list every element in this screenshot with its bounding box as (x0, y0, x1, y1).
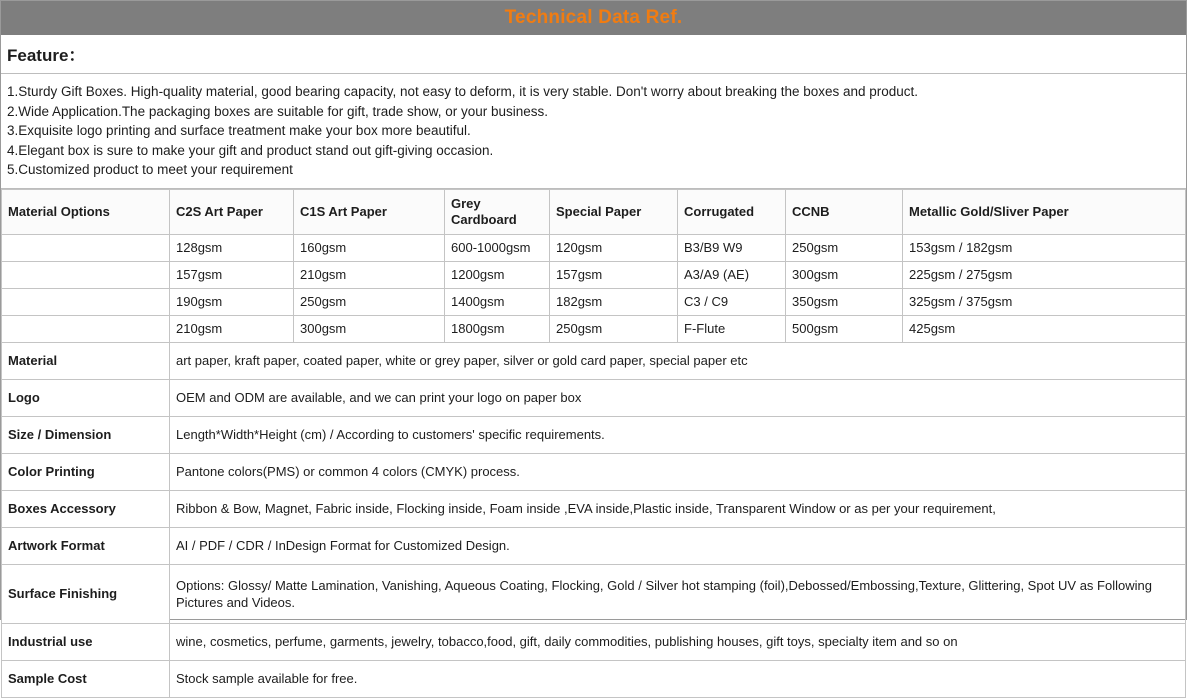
cell: 210gsm (170, 315, 294, 342)
cell: 250gsm (294, 288, 445, 315)
attribute-row-artwork-format (2, 527, 1186, 564)
attribute-row-color-printing (2, 453, 1186, 490)
attribute-row-material (2, 342, 1186, 379)
cell: 600-1000gsm (445, 234, 550, 261)
cell: A3/A9 (AE) (678, 261, 786, 288)
attribute-value: Options: Glossy/ Matte Lamination, Vanishing, Aqueous Coating, Flocking, Gold / Silver hot stamping (foil),Debossed/Embossing,Texture, Glittering, Spot UV as Following Pictures and Videos. (170, 564, 1186, 623)
column-header: C2S Art Paper (170, 189, 294, 234)
cell: 210gsm (294, 261, 445, 288)
cell: 1400gsm (445, 288, 550, 315)
attribute-label: Logo (2, 379, 170, 416)
cell: 250gsm (786, 234, 903, 261)
feature-line: 4.Elegant box is sure to make your gift and product stand out gift-giving occasion. (7, 142, 494, 158)
cell: 325gsm / 375gsm (903, 288, 1186, 315)
cell: 190gsm (170, 288, 294, 315)
attribute-value: Stock sample available for free. (170, 660, 1186, 697)
attribute-value: Ribbon & Bow, Magnet, Fabric inside, Flocking inside, Foam inside ,EVA inside,Plastic inside, Transparent Window or as per your requirement, (170, 490, 1186, 527)
attribute-label: Industrial use (2, 623, 170, 660)
column-header: Special Paper (550, 189, 678, 234)
cell: F-Flute (678, 315, 786, 342)
feature-line: 5.Customized product to meet your requirement (7, 162, 293, 177)
attribute-label: Artwork Format (2, 527, 170, 564)
cell: 157gsm (550, 261, 678, 288)
attribute-row-sample-cost (2, 660, 1186, 697)
title-bar (1, 1, 1186, 35)
attribute-row-boxes-accessory (2, 490, 1186, 527)
table-row (2, 234, 1186, 261)
feature-heading: Feature： (1, 35, 1186, 74)
attribute-label: Boxes Accessory (2, 490, 170, 527)
column-header: Metallic Gold/Sliver Paper (903, 189, 1186, 234)
attribute-label: Sample Cost (2, 660, 170, 697)
cell: 182gsm (550, 288, 678, 315)
cell: C3 / C9 (678, 288, 786, 315)
attribute-row-industrial-use (2, 623, 1186, 660)
cell (2, 288, 170, 315)
cell: 350gsm (786, 288, 903, 315)
cell: B3/B9 W9 (678, 234, 786, 261)
column-header: Grey Cardboard (445, 189, 550, 234)
feature-line: 2.Wide Application.The packaging boxes are suitable for gift, trade show, or your business. (7, 103, 549, 119)
cell: 500gsm (786, 315, 903, 342)
cell: 128gsm (170, 234, 294, 261)
cell: 425gsm (903, 315, 1186, 342)
attribute-value: Length*Width*Height (cm) / According to customers' specific requirements. (170, 416, 1186, 453)
attribute-label: Color Printing (2, 453, 170, 490)
attribute-row-surface-finishing (2, 564, 1186, 623)
cell: 250gsm (550, 315, 678, 342)
attribute-label: Surface Finishing (2, 564, 170, 623)
attribute-value: AI / PDF / CDR / InDesign Format for Customized Design. (170, 527, 1186, 564)
cell: 160gsm (294, 234, 445, 261)
attribute-row-logo (2, 379, 1186, 416)
cell: 1800gsm (445, 315, 550, 342)
specification-table (1, 189, 1186, 698)
cell: 153gsm / 182gsm (903, 234, 1186, 261)
cell: 120gsm (550, 234, 678, 261)
attribute-value: Pantone colors(PMS) or common 4 colors (CMYK) process. (170, 453, 1186, 490)
cell (2, 315, 170, 342)
column-header: CCNB (786, 189, 903, 234)
attribute-value: wine, cosmetics, perfume, garments, jewelry, tobacco,food, gift, daily commodities, publishing houses, gift toys, specialty item and so on (170, 623, 1186, 660)
table-row (2, 261, 1186, 288)
column-header: Corrugated (678, 189, 786, 234)
feature-list (1, 74, 1186, 189)
attribute-row-size-dimension (2, 416, 1186, 453)
attribute-value: OEM and ODM are available, and we can print your logo on paper box (170, 379, 1186, 416)
cell: 225gsm / 275gsm (903, 261, 1186, 288)
cell: 157gsm (170, 261, 294, 288)
column-header: C1S Art Paper (294, 189, 445, 234)
table-row (2, 315, 1186, 342)
attribute-value: art paper, kraft paper, coated paper, white or grey paper, silver or gold card paper, special paper etc (170, 342, 1186, 379)
feature-line: 1.Sturdy Gift Boxes. High-quality material, good bearing capacity, not easy to deform, it is very stable. Don't worry about breaking the boxes and product. (7, 84, 919, 99)
cell: 1200gsm (445, 261, 550, 288)
attribute-label: Material (2, 342, 170, 379)
cell: 300gsm (294, 315, 445, 342)
cell: 300gsm (786, 261, 903, 288)
attribute-label: Size / Dimension (2, 416, 170, 453)
page-title: Technical Data Ref. (504, 7, 683, 28)
cell (2, 234, 170, 261)
column-header: Material Options (2, 189, 170, 234)
cell (2, 261, 170, 288)
table-header-row (2, 189, 1186, 234)
feature-line: 3.Exquisite logo printing and surface treatment make your box more beautiful. (7, 123, 471, 138)
table-row (2, 288, 1186, 315)
